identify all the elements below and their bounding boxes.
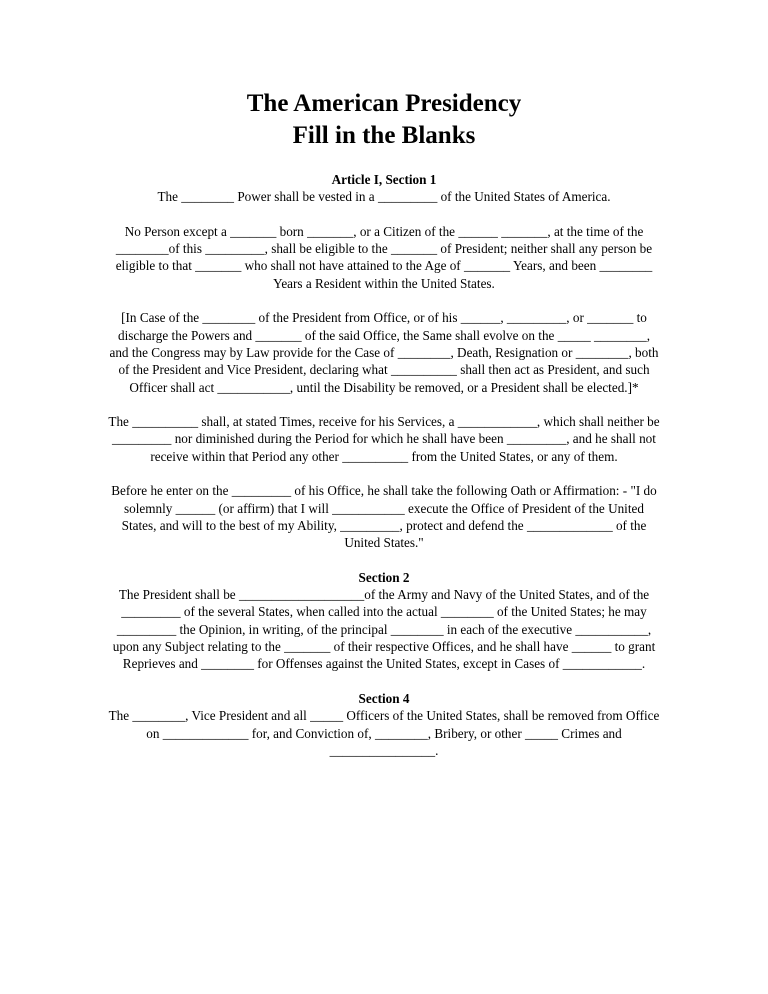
paragraph-oath: Before he enter on the _________ of his Office, he shall take the following Oath or Affirmation: - "I do solemnly ______ (or affirm) that I will ___________ execute the Office of President of the United States, and will to the best of my Ability, _________, protect and defend the _____________ of the United States." (111, 483, 657, 551)
title-line-1: The American Presidency (246, 90, 522, 117)
spacer (108, 292, 660, 309)
paragraph-executive-power: The ________ Power shall be vested in a _________ of the United States of America. (157, 189, 611, 205)
spacer (108, 206, 660, 223)
title-line-2: Fill in the Blanks (292, 122, 476, 149)
document-title (0, 88, 768, 152)
spacer (108, 552, 660, 569)
document-body (108, 171, 660, 759)
paragraph-compensation: The __________ shall, at stated Times, receive for his Services, a ____________, which shall neither be _________ nor diminished during the Period for which he shall have been _________, and he shall not receive within that Period any other __________ from the United States, or any of them. (108, 414, 660, 464)
paragraph-removal: The ________, Vice President and all _____ Officers of the United States, shall be removed from Office on _____________ for, and Conviction of, ________, Bribery, or other _____ Crimes and ________________. (108, 708, 660, 758)
section-heading-section-2: Section 2 (358, 569, 410, 585)
spacer (108, 396, 660, 413)
paragraph-eligibility: No Person except a _______ born _______, or a Citizen of the ______ _______, at the time of the ________of this _________, shall be eligible to the _______ of President; neither shall any person be eligible to that _______ who shall not have attained to the Age of _______ Years, and been ________ Years a Resident within the United States. (115, 223, 653, 291)
section-heading-article-1-section-1: Article I, Section 1 (331, 172, 437, 187)
section-heading-section-4: Section 4 (358, 690, 410, 706)
spacer (108, 673, 660, 690)
paragraph-succession: [In Case of the ________ of the President from Office, or of his ______, _________, or _______ to discharge the Powers and _______ of the said Office, the Same shall evolve on the _____ ________, and the Congress may by Law provide for the Case of ________, Death, Resignation or ________, both of the President and Vice President, declaring what __________ shall then act as President, and such Officer shall act ___________, until the Disability be removed, or a President shall be elected.]* (109, 310, 659, 395)
spacer (108, 465, 660, 482)
paragraph-commander-in-chief: The President shall be ___________________of the Army and Navy of the United States, and of the _________ of the several States, when called into the actual ________ of the United States; he may _________ the Opinion, in writing, of the principal ________ in each of the executive ___________, upon any Subject relating to the _______ of their respective Offices, and he shall have ______ to grant Reprieves and ________ for Offenses against the United States, except in Cases of ____________. (112, 587, 656, 672)
